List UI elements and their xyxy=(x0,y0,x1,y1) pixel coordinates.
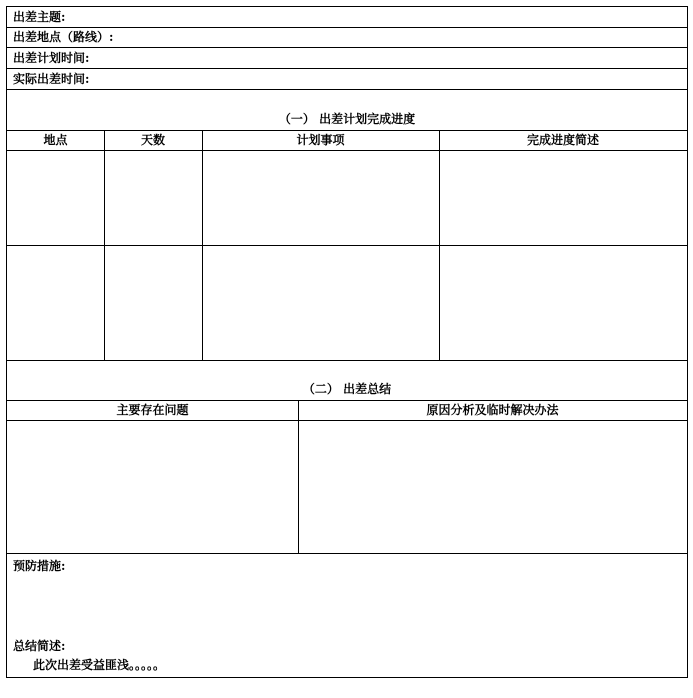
section2-title: （二） 出差总结 xyxy=(302,382,392,396)
row-divider xyxy=(7,89,687,90)
location-label: 出差地点（路线）: xyxy=(13,30,114,44)
col-progress-header: 完成进度简述 xyxy=(526,133,599,147)
row-divider xyxy=(7,420,687,421)
summary-label: 总结简述: xyxy=(13,639,66,653)
section1-title: （一） 出差计划完成进度 xyxy=(278,112,416,126)
travel-report-form xyxy=(6,6,688,678)
col-problems-header: 主要存在问题 xyxy=(116,403,189,417)
col-days-header: 天数 xyxy=(140,133,165,147)
actual-time-label: 实际出差时间: xyxy=(13,72,90,86)
row-divider xyxy=(7,150,687,151)
summary-text: 此次出差受益匪浅。。。。。 xyxy=(33,658,166,672)
col-divider xyxy=(104,130,105,360)
row-divider xyxy=(7,68,687,69)
col-plan-items-header: 计划事项 xyxy=(296,133,345,147)
col-divider xyxy=(439,130,440,360)
row-divider xyxy=(7,553,687,554)
col-analysis-header: 原因分析及临时解决办法 xyxy=(426,403,559,417)
row-divider xyxy=(7,360,687,361)
col-divider xyxy=(202,130,203,360)
row-divider xyxy=(7,130,687,131)
row-divider xyxy=(7,245,687,246)
col-divider xyxy=(298,400,299,553)
row-divider xyxy=(7,27,687,28)
prevention-label: 预防措施: xyxy=(13,559,66,573)
topic-label: 出差主题: xyxy=(13,10,66,24)
col-location-header: 地点 xyxy=(43,133,68,147)
row-divider xyxy=(7,400,687,401)
row-divider xyxy=(7,47,687,48)
plan-time-label: 出差计划时间: xyxy=(13,51,90,65)
